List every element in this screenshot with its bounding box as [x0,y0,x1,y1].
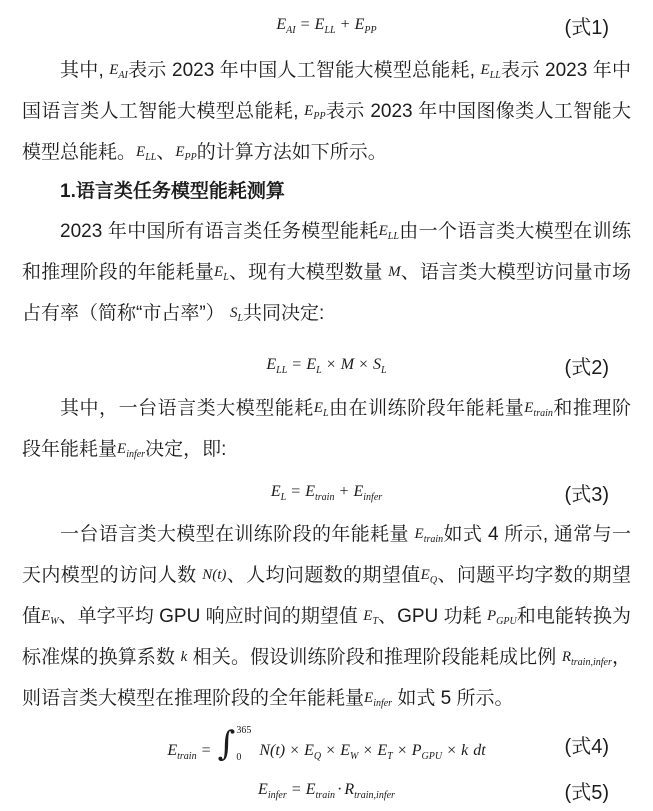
text-run: 的计算方法如下所示。 [196,142,387,163]
text-run: 、GPU 功耗 [378,606,487,627]
equals-sign: = [292,356,302,373]
math-base: E [480,62,490,78]
inline-math [229,305,243,324]
inline-math [363,608,379,627]
text-run: 2023 年中国所有语言类任务模型能耗 [60,221,379,242]
text-run: 和推理阶段年能耗量 [22,398,631,460]
math-sub: train,infer [354,790,395,802]
math-base: E [340,742,350,759]
math-sub: infer [363,492,383,504]
text-run: 由在训练阶段年能耗量 [328,398,525,419]
math-base: E [304,742,314,759]
inline-math [420,567,438,586]
text-run: 共同决定: [243,303,325,324]
text-run: 相关。假设训练阶段和推理阶段能耗成比例 [187,647,562,668]
math-sub: LL [276,365,288,377]
math-sub: infer [373,698,393,709]
equation-2-row [22,342,631,388]
math-sub: train [315,492,335,504]
math-sub: GPU [496,616,517,627]
text-run: 、语言类大模型访问量市场占有率（简称“市占率”） [22,262,631,324]
times-sign: × [363,742,373,759]
math-sub: L [322,408,329,419]
math-sub: train [177,751,197,763]
math-sub: LL [387,231,399,242]
integral-sign [218,725,258,763]
math-sub: train [533,408,553,419]
math-sub: infer [267,790,287,802]
text-run: 、人均问题数的期望值 [226,565,421,586]
math-base: M [340,356,355,373]
math-sub: T [387,751,393,763]
inline-math [414,526,444,545]
equation-5 [258,781,395,802]
math-base: N(t) [259,742,286,759]
text-run: 如式 5 所示。 [392,688,514,709]
math-base: E [270,483,281,500]
inline-math [561,649,612,668]
math-base: P [411,742,422,759]
equation-2 [266,356,387,377]
equals-sign: = [201,742,211,759]
math-base: R [344,781,355,798]
math-base: E [136,144,146,160]
text-run: ，则语言类大模型在推理阶段的全年能耗量 [22,647,631,709]
math-sub: train [423,534,444,545]
equation-1-label: (式1) [564,16,609,39]
text-run: 、现有大模型数量 [228,262,389,283]
math-sub: L [381,365,387,377]
integral-glyph: ∫ [217,724,236,764]
inline-math [378,223,399,242]
math-base: E [175,144,185,160]
math-sub: L [223,272,229,283]
math-base: E [167,742,178,759]
inline-math [136,144,157,163]
times-sign: × [397,742,407,759]
math-base: E [276,16,287,33]
text-run: 其中，一台语言类大模型能耗 [60,398,314,419]
math-sub: train [315,790,335,802]
inline-math [388,264,401,280]
math-base: E [378,223,388,239]
math-base: E [363,608,373,624]
text-run: 如式 4 所示, 通常与一天内模型的访问人数 [22,524,632,586]
equation-4 [167,725,485,763]
math-base: S [373,356,382,373]
math-sub: L [237,313,243,324]
inline-math [202,567,226,583]
inline-math [41,608,59,627]
text-run: 表示 2023 年中国语言类人工智能大模型总能耗, [22,60,632,122]
math-sub: AI [286,25,296,37]
math-sub: train,infer [571,657,612,668]
math-base: N(t) [202,567,227,583]
dot-operator: · [336,781,343,798]
equation-3 [270,483,383,504]
text-run: 表示 2023 年中国人工智能大模型总能耗, [127,60,481,81]
math-base: k [180,649,188,665]
inline-math [364,690,393,709]
integral-limits [236,725,251,763]
math-base: E [414,526,424,542]
math-sub: L [316,365,322,377]
paragraph-etrain-factors [22,514,631,719]
equation-1-row [22,6,631,44]
inline-math [524,400,553,419]
text-run: 一台语言类大模型在训练阶段的年能耗量 [60,524,415,545]
math-base: E [524,400,534,416]
math-sub: T [372,616,379,627]
text-run: 、单字平均 GPU 响应时间的期望值 [58,606,364,627]
math-base: E [364,690,374,706]
equation-5-label: (式5) [564,781,609,804]
inline-math [117,441,146,460]
math-sub: L [280,492,287,504]
math-base: E [353,483,364,500]
math-sub: LL [324,25,336,37]
inline-math [313,400,329,419]
inline-math [175,144,197,163]
math-sub: Q [313,751,322,763]
text-run: 、 [156,142,176,163]
text-run: 由一个语言类大模型在训练和推理阶段的年能耗量 [22,221,631,283]
text-run: 决定，即: [145,439,227,460]
times-sign: × [290,742,300,759]
integral-lower-limit: 0 [236,752,242,763]
times-sign: × [326,356,336,373]
math-sub: PP [184,152,197,163]
math-base: M [388,264,401,280]
math-base: E [214,264,224,280]
inline-math [480,62,501,81]
times-sign: × [359,356,369,373]
math-base: E [377,742,388,759]
equals-sign: = [300,16,310,33]
math-base: E [304,103,314,119]
text-run: 其中, [60,60,110,81]
text-run: 表示 2023 年中国图像类人工智能大模型总能耗。 [22,101,631,163]
math-base: S [229,305,238,321]
math-base: E [314,16,325,33]
paragraph-el-decomposition [22,388,631,470]
math-sub: PP [313,111,326,122]
math-sub: W [50,616,59,627]
text-run: 、问题平均字数的期望值 [22,565,631,627]
math-sub: LL [145,152,157,163]
integral-upper-limit: 365 [236,725,252,736]
equation-1 [276,16,377,37]
math-base: E [117,441,127,457]
math-base: E [109,62,119,78]
equation-2-label: (式2) [564,356,609,379]
math-base: E [420,567,430,583]
times-sign: × [326,742,336,759]
math-sub: AI [118,70,128,81]
math-base: P [487,608,497,624]
math-sub: LL [489,70,501,81]
inline-math [304,103,326,122]
plus-sign: + [339,483,349,500]
inline-math [487,608,517,627]
math-base: E [305,781,316,798]
math-base: E [266,356,277,373]
math-base: E [305,483,315,500]
math-sub: Q [429,575,438,586]
equals-sign: = [291,483,301,500]
equation-3-row [22,470,631,514]
math-base: k [461,742,469,759]
text-run: 和电能转换为标准煤的换算系数 [22,606,631,668]
math-base: E [313,400,323,416]
inline-math [109,62,128,81]
inline-math [214,264,229,283]
section-heading: 1.语言类任务模型能耗测算 [60,181,285,202]
equals-sign: = [291,781,301,798]
equation-3-label: (式3) [564,483,609,506]
math-base: E [306,356,317,373]
times-sign: × [447,742,457,759]
paragraph-language-model [22,211,631,334]
math-sub: W [349,751,359,763]
plus-sign: + [340,16,350,33]
math-sub: PP [364,25,377,37]
equation-4-label: (式4) [564,735,609,758]
math-base: E [41,608,51,624]
math-base: E [258,781,268,798]
math-base: dt [473,742,486,759]
paragraph-intro [22,50,631,173]
math-sub: infer [126,449,146,460]
math-sub: GPU [421,751,443,763]
math-base: E [354,16,365,33]
equation-5-row [22,769,631,811]
math-base: R [561,649,571,665]
equation-4-row [22,719,631,769]
